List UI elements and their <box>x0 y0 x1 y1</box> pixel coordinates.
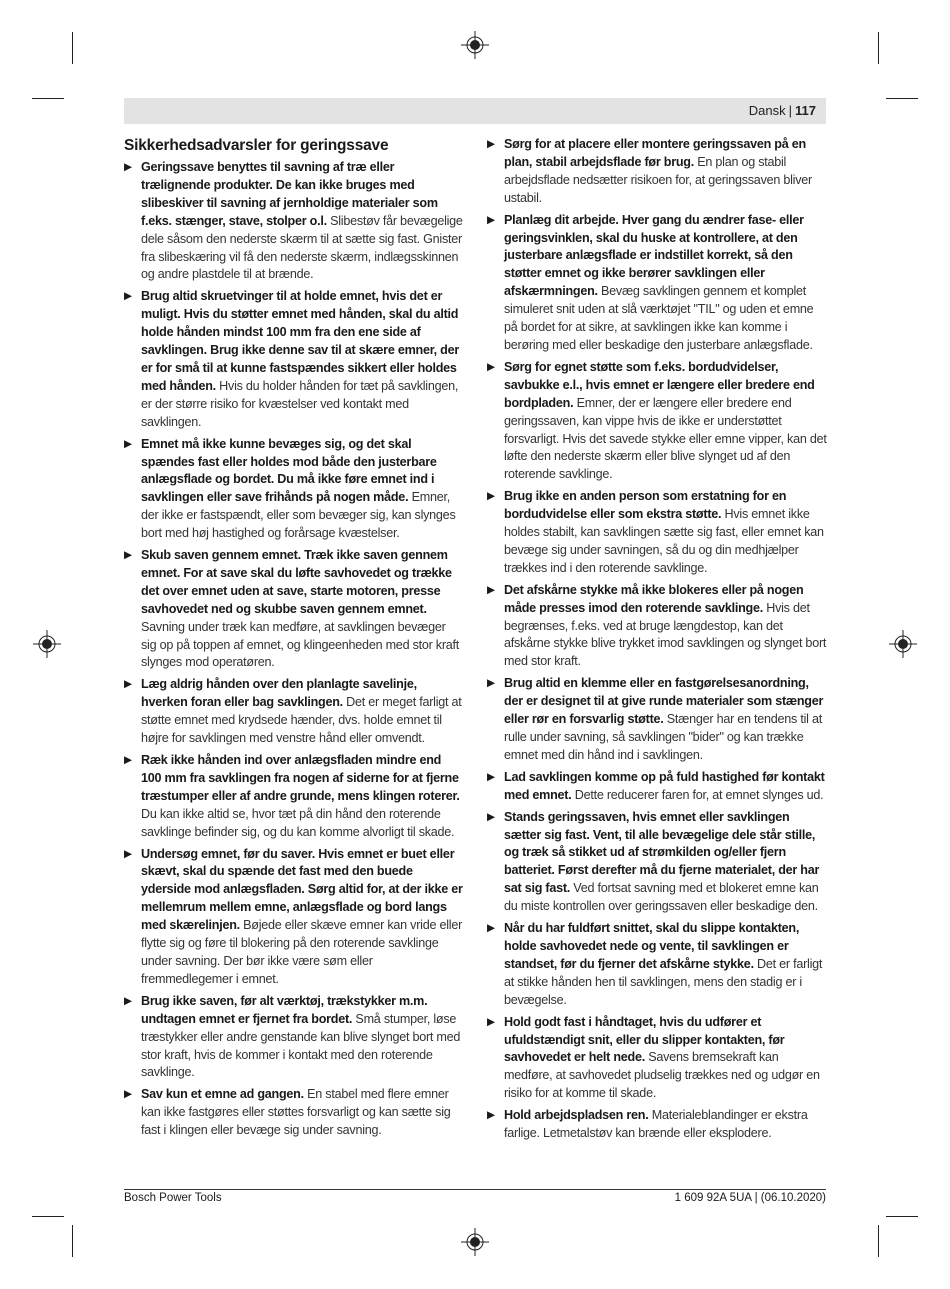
bullet-arrow-icon: ▶ <box>124 290 132 303</box>
header-separator: | <box>788 103 793 118</box>
crop-mark-bottom-left-h <box>32 1216 64 1217</box>
warning-item <box>487 359 827 484</box>
warning-bold-text: Undersøg emnet, før du saver. Hvis emnet er buet eller skævt, skal du spænde det fast med den buede yderside mod anlægsfladen. Sørg altid for, at der ikke er mellemrum mellem emne, anlægsflade og bord langs med skærelinjen. <box>141 846 463 933</box>
warning-item <box>487 136 827 208</box>
warning-explanation-text: En stabel med flere emner kan ikke fastgøres eller støttes forsvarligt og kan sætte sig fast i klingen eller bevæge sig under savning. <box>141 1087 451 1138</box>
warning-explanation-text: Du kan ikke altid se, hvor tæt på din hånd den roterende savklinge befinder sig, og du kan komme alvorligt til skade. <box>141 806 455 839</box>
registration-mark-left-icon <box>33 630 61 658</box>
warning-explanation-text: Emner, der er længere eller bredere end geringssaven, kan vippe hvis de ikke er understøttet forsvarligt. Hvis det savede stykke eller emne vipper, kan det løfte den nederste skærm eller blive slynget ud af den roterende savklinge. <box>504 395 827 482</box>
warning-bold-text: Ræk ikke hånden ind over anlægsfladen mindre end 100 mm fra savklingen fra nogen af siderne for at fjerne træstumper eller af andre grunde, mens klingen roterer. <box>141 753 460 803</box>
crop-mark-top-right-h <box>886 98 918 99</box>
warning-bold-text: Sørg for at placere eller montere geringssaven på en plan, stabil arbejdsflade før brug. <box>504 137 806 169</box>
crop-mark-top-left-h <box>32 98 64 99</box>
warning-explanation-text: Slibestøv får bevægelige dele såsom den nederste skærm til at sætte sig fast. Gnister fra slibeskæring vil få den nederste skærm, indlægsskinnen og andre plastdele til at brænde. <box>141 213 463 282</box>
crop-mark-top-left <box>72 32 73 64</box>
warning-bold-text: Sav kun et emne ad gangen. <box>141 1087 304 1102</box>
warning-bold-text: Brug ikke en anden person som erstatning for en bordudvidelse eller som ekstra støtte. <box>504 489 787 522</box>
registration-mark-bottom-icon <box>461 1228 489 1256</box>
bullet-arrow-icon: ▶ <box>487 810 495 823</box>
warning-item <box>487 582 827 672</box>
warning-item <box>124 846 464 989</box>
warning-bold-text: Geringssave benyttes til savning af træ eller trælignende produkter. De kan ikke bruges med slibeskiver til savning af jernholdige materialer som f.eks. stænger, stave, stolper o.l. <box>141 160 438 228</box>
warning-explanation-text: Materialeblandinger er ekstra farlige. Letmetalstøv kan brænde eller eksplodere. <box>504 1108 808 1141</box>
warning-item <box>124 436 464 543</box>
warning-explanation-text: Stænger har en tendens til at rulle under savning, så savklingen "bider" og kan trække emnet med din hånd ind i savklingen. <box>504 712 822 762</box>
warning-explanation-text: En plan og stabil arbejdsflade nedsætter risikoen for, at geringssaven bliver ustabil. <box>504 154 812 205</box>
warning-bold-text: Skub saven gennem emnet. Træk ikke saven gennem emnet. For at save skal du løfte savhovedet og trække det over emnet uden at save, starte motoren, presse savhovedet ned og skubbe saven gennem emnet. <box>141 548 452 616</box>
bullet-arrow-icon: ▶ <box>487 922 495 935</box>
warning-explanation-text: Savning under træk kan medføre, at savklingen bevæger sig op på toppen af emnet, og klingeenheden med stor kraft slynges mod operatøren. <box>141 619 460 670</box>
warning-bold-text: Sørg for egnet støtte som f.eks. bordudvidelser, savbukke e.l., hvis emnet er længere eller bredere end bordpladen. <box>504 359 815 410</box>
warning-explanation-text: Dette reducerer faren for, at emnet slynges ud. <box>571 787 824 802</box>
footer-divider <box>124 1189 826 1190</box>
bullet-arrow-icon: ▶ <box>487 1015 495 1028</box>
warning-bold-text: Planlæg dit arbejde. Hver gang du ændrer fase- eller geringsvinklen, skal du huske at kontrollere, at den justerbare anlægsflade er indstillet korrekt, så den støtter emnet og ikke berører savklingen eller afskærmningen. <box>504 212 804 299</box>
warning-explanation-text: Små stumper, løse træstykker eller andre genstande kan blive slynget bort med stor kraft, hvis de kommer i kontakt med den roterende savklinge. <box>141 1011 461 1080</box>
registration-mark-top-icon <box>461 31 489 59</box>
warning-explanation-text: Bevæg savklingen gennem et komplet simuleret snit uden at slå værktøjet "TIL" og uden et emne på bordet for at sikre, at savklingen ikke kan komme i berøring med eller beskadige den justerbare anlægsflade. <box>504 284 814 352</box>
bullet-arrow-icon: ▶ <box>124 161 132 173</box>
page-header-bar <box>124 98 826 124</box>
warning-explanation-text: Hvis det begrænses, f.eks. ved at bruge længdestop, kan det afskårne stykke blive trykket imod savklingen og slynget bort med stor kraft. <box>504 600 827 669</box>
bullet-arrow-icon: ▶ <box>487 138 495 150</box>
warning-item <box>487 488 827 578</box>
warning-bold-text: Brug ikke saven, før alt værktøj, trækstykker m.m. undtagen emnet er fjernet fra bordet. <box>141 993 428 1026</box>
warning-bold-text: Læg aldrig hånden over den planlagte savelinje, hverken foran eller bag savklingen. <box>141 677 417 710</box>
bullet-arrow-icon: ▶ <box>487 583 495 596</box>
warning-item <box>124 752 464 842</box>
warning-bold-text: Hold arbejdspladsen ren. <box>504 1108 649 1123</box>
warning-item <box>124 1086 464 1140</box>
section-title: Sikkerhedsadvarsler for geringssave <box>124 137 389 154</box>
warning-explanation-text: Det er farligt at stikke hånden hen til savklingen, mens den stadig er i bevægelse. <box>504 956 823 1007</box>
warning-bold-text: Lad savklingen komme op på fuld hastighed før kontakt med emnet. <box>504 769 825 802</box>
warning-item <box>487 675 827 765</box>
warning-explanation-text: Det er meget farligt at støtte emnet med krydsede hænder, dvs. holde emnet til højre for savklingen med venstre hånd eller omvendt. <box>141 695 462 746</box>
warning-item <box>487 212 827 355</box>
bullet-arrow-icon: ▶ <box>487 213 495 226</box>
bullet-arrow-icon: ▶ <box>487 770 495 783</box>
warning-bold-text: Brug altid en klemme eller en fastgørelsesanordning, der er designet til at give runde materialer som stænger eller rør en forsvarlig støtte. <box>504 676 824 727</box>
warning-bold-text: Når du har fuldført snittet, skal du slippe kontakten, holde savhovedet nede og vente, til savklingen er standset, før du fjerner det afskårne stykke. <box>504 921 800 971</box>
bullet-arrow-icon: ▶ <box>124 754 132 766</box>
warning-explanation-text: Emner, der ikke er fastspændt, eller som bevæger sig, kan slynges bort med høj hastighed og forårsage kvæstelser. <box>141 490 456 541</box>
warning-item <box>487 1014 827 1104</box>
warning-item <box>124 993 464 1083</box>
warning-item <box>487 920 827 1010</box>
warning-explanation-text: Savens bremsekraft kan medføre, at savhovedet pludselig trækkes ned og udgør en risiko for at komme til skade. <box>504 1050 820 1101</box>
warning-bold-text: Hold godt fast i håndtaget, hvis du udfører et ufuldstændigt snit, eller du slipper kontakten, før savhovedet er helt nede. <box>504 1014 785 1065</box>
right-column <box>487 136 827 1147</box>
left-column <box>124 136 464 1144</box>
warning-bold-text: Stands geringssaven, hvis emnet eller savklingen sætter sig fast. Vent, til alle bevægelige dele står stille, og træk så stikket ud af strømkilden og/eller fjern batteriet. Først derefter må du fjerne materialet, der har sat sig fast. <box>504 809 820 896</box>
left-warning-list <box>124 159 464 1140</box>
warning-explanation-text: Hvis du holder hånden for tæt på savklingen, er der større risiko for kvæstelser ved kontakt med savklingen. <box>141 378 459 429</box>
warning-item <box>124 159 464 284</box>
warning-item <box>487 1107 827 1143</box>
bullet-arrow-icon: ▶ <box>487 677 495 690</box>
bullet-arrow-icon: ▶ <box>124 847 132 860</box>
warning-bold-text: Emnet må ikke kunne bevæges sig, og det skal spændes fast eller holdes mod både den justerbare anlægsflade og bordet. Du må ikke føre emnet ind i savklingen eller save frihånds på nogen måde. <box>141 436 437 505</box>
footer-document-id: 1 609 92A 5UA | (06.10.2020) <box>674 1192 826 1204</box>
warning-explanation-text: Hvis emnet ikke holdes stabilt, kan savklingen sætte sig fast, eller emnet kan bevæge sig under savningen, så du og din medhjælper trækkes ind i den roterende savklinge. <box>504 507 824 575</box>
header-language: Dansk <box>748 103 786 118</box>
bullet-arrow-icon: ▶ <box>124 549 132 562</box>
warning-bold-text: Brug altid skruetvinger til at holde emnet, hvis det er muligt. Hvis du støtter emnet med hånden, skal du altid holde hånden mindst 100 mm fra den ene side af savklingen. Brug ikke denne sav til at skære emner, der er for små til at kunne fastspændes sikkert eller holdes med hånden. <box>141 289 460 393</box>
right-warning-list <box>487 136 827 1143</box>
bullet-arrow-icon: ▶ <box>124 678 132 691</box>
crop-mark-top-right <box>878 32 879 64</box>
warning-explanation-text: Bøjede eller skæve emner kan vride eller flytte sig og føre til blokering på den roterende savklinge under savning. Der bør ikke være søm eller fremmedlegemer i emnet. <box>141 918 463 986</box>
crop-mark-bottom-right-h <box>886 1216 918 1217</box>
warning-item <box>124 676 464 748</box>
registration-mark-right-icon <box>889 630 917 658</box>
warning-item <box>487 809 827 916</box>
warning-explanation-text: Ved fortsat savning med et blokeret emne kan du miste kontrollen over geringssaven eller beskadige den. <box>504 881 819 914</box>
page-header <box>749 103 816 118</box>
warning-item <box>124 288 464 431</box>
bullet-arrow-icon: ▶ <box>487 490 495 503</box>
bullet-arrow-icon: ▶ <box>124 437 132 450</box>
warning-item <box>487 769 827 805</box>
bullet-arrow-icon: ▶ <box>487 1109 495 1122</box>
page-number: 117 <box>795 103 816 118</box>
bullet-arrow-icon: ▶ <box>124 994 132 1007</box>
bullet-arrow-icon: ▶ <box>487 360 495 373</box>
bullet-arrow-icon: ▶ <box>124 1088 132 1101</box>
warning-item <box>124 547 464 672</box>
footer-publisher: Bosch Power Tools <box>124 1192 222 1204</box>
warning-bold-text: Det afskårne stykke må ikke blokeres eller på nogen måde presses imod den roterende savklinge. <box>504 582 804 615</box>
crop-mark-bottom-left <box>72 1225 73 1257</box>
crop-mark-bottom-right <box>878 1225 879 1257</box>
